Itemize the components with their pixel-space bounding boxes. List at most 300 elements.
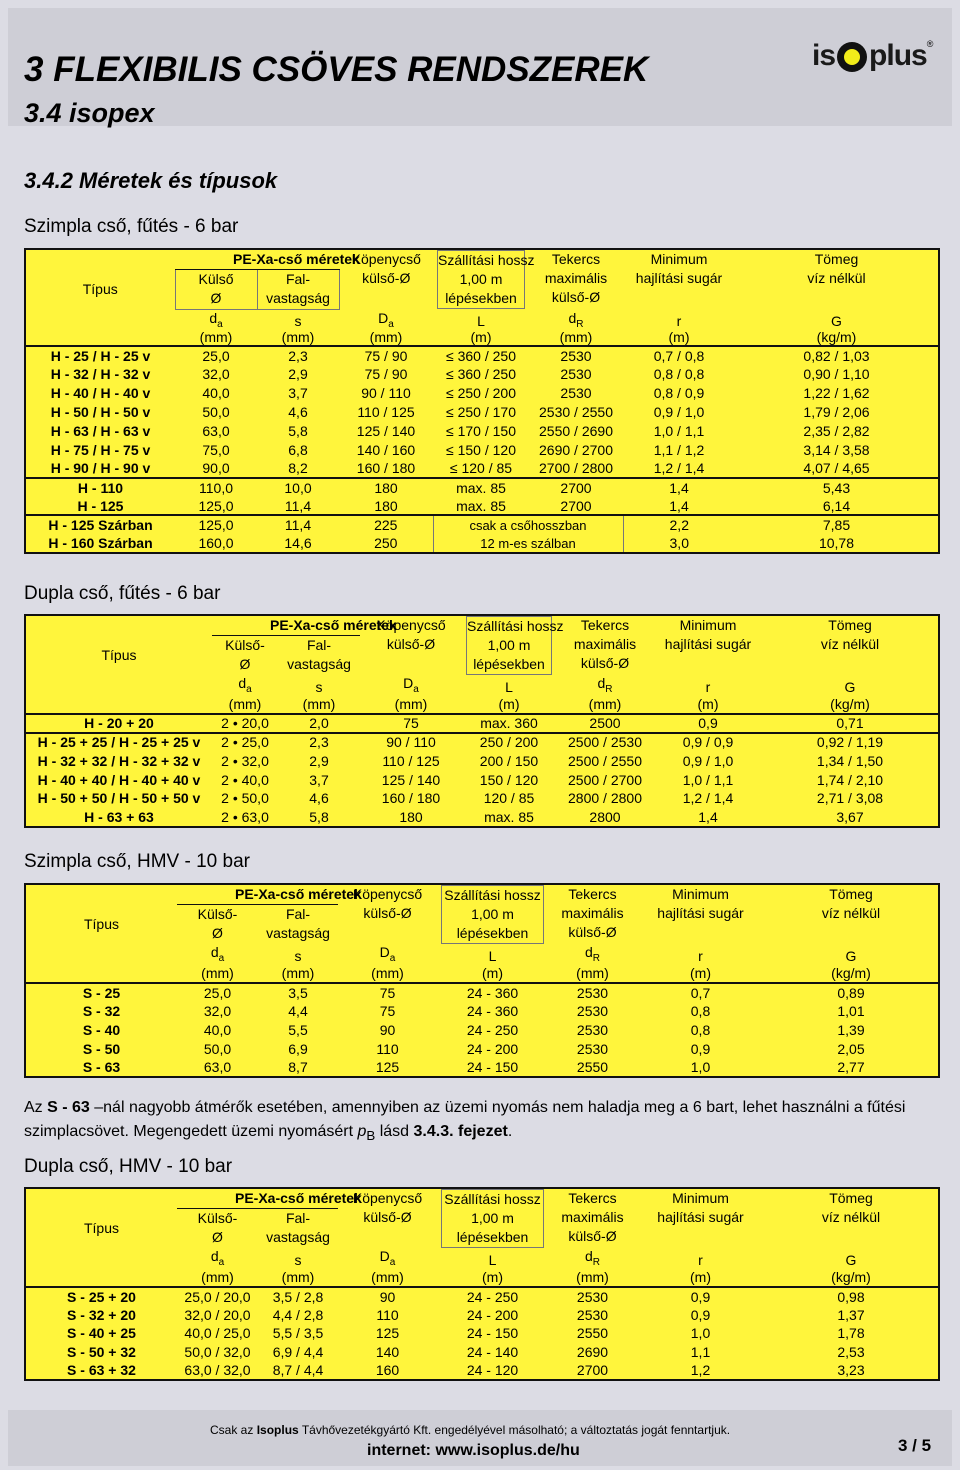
cell: 0,9 [690, 1040, 711, 1057]
unit-6: (kg/m) [831, 1268, 871, 1285]
symbol-main: d [584, 1248, 593, 1264]
isoplus-ring-icon [837, 42, 867, 72]
cell: 25,0 / 20,0 [177, 1287, 258, 1306]
cell: 24 - 120 [466, 1361, 519, 1378]
cell: 2,53 [837, 1343, 865, 1360]
col-label-line: maximális [561, 905, 624, 921]
cell: 140 [375, 1343, 400, 1360]
cell: 6,14 [822, 497, 851, 514]
unit-6: (kg/m) [831, 964, 871, 981]
cell: 2500 / 2550 [568, 752, 642, 769]
symbol-sub: a [388, 318, 394, 330]
symbol-main: d [597, 675, 606, 691]
cell: 4,6 [288, 404, 308, 421]
symbol-sub: a [389, 952, 396, 964]
symbol-1 [257, 309, 339, 329]
col-label-line: lépésekben [466, 655, 552, 675]
col-label-line: Minimum [679, 617, 737, 633]
cell: 10,0 [257, 478, 339, 497]
col-label-line: Szállítási hossz [438, 252, 535, 268]
pe-xa-header: PE-Xa-cső méretek [177, 884, 338, 905]
col-label-line: hajlítási sugár [657, 905, 744, 921]
table-title-single-heating: Szimpla cső, fűtés - 6 bar [24, 216, 239, 237]
cell: ≤ 170 / 150 [446, 422, 516, 439]
symbol-main: D [379, 944, 390, 960]
cell: 0,9 / 1,0 [682, 752, 734, 769]
row-type: S - 50 + 32 [67, 1343, 136, 1360]
cell: 5,5 / 3,5 [272, 1325, 324, 1342]
symbol-5 [654, 675, 762, 695]
symbol-1 [278, 675, 360, 695]
cell: 6,9 [288, 1040, 308, 1057]
cell: 2 • 25,0 [212, 733, 278, 752]
row-type: H - 25 + 25 / H - 25 + 25 v [25, 733, 212, 752]
cell: 40,0 [203, 1021, 232, 1038]
cell: 3,67 [836, 808, 864, 825]
symbol-main: s [315, 678, 323, 695]
table-row [25, 1305, 939, 1324]
col-label-line: Fal- [285, 1210, 311, 1226]
unit-blank [25, 695, 212, 714]
cell: 2550 / 2690 [539, 422, 613, 439]
type-header: Típus [83, 915, 119, 932]
type-header: Típus [82, 281, 118, 298]
col-label-line: hajlítási sugár [657, 1209, 744, 1225]
cell: 2500 [556, 714, 654, 733]
table-row [25, 1361, 939, 1380]
note-bold-1: S - 63 [47, 1099, 90, 1116]
col-label-line: 1,00 m [466, 636, 552, 655]
col-label-line: Szállítási hossz [441, 885, 544, 905]
row-type: H - 63 / H - 63 v [50, 422, 151, 439]
col-label-line: 1,00 m [441, 1209, 544, 1228]
cell: 32,0 [202, 366, 230, 383]
cell: 63,0 / 32,0 [184, 1361, 251, 1378]
row-type: H - 75 / H - 75 v [50, 441, 151, 458]
cell: 1,22 / 1,62 [803, 385, 870, 402]
row-type: H - 125 [77, 497, 124, 514]
cell: max. 85 [433, 478, 529, 497]
cell: 25,0 [175, 346, 257, 365]
cell: 2800 / 2800 [568, 790, 642, 807]
table-title-single-hmv: Szimpla cső, HMV - 10 bar [24, 851, 250, 872]
footer-copy-1: Csak az [210, 1423, 257, 1437]
cell: 2,35 / 2,82 [803, 422, 870, 439]
cell: 24 - 250 [466, 1021, 519, 1038]
cell: 40,0 / 25,0 [184, 1325, 251, 1342]
row-type: H - 32 + 32 / H - 32 + 32 v [37, 752, 201, 769]
cell-merged: 12 m-es szálban [433, 534, 623, 553]
cell: 4,4 [288, 1002, 308, 1019]
symbol-main: G [845, 947, 857, 964]
unit-2: (mm) [371, 964, 404, 981]
cell: 63,0 [203, 1058, 232, 1075]
cell: 2500 / 2530 [556, 733, 654, 752]
cell: 160 / 180 [381, 790, 441, 807]
cell: 4,07 / 4,65 [803, 459, 870, 476]
col-label-5 [637, 884, 764, 944]
col-label-0 [177, 905, 258, 945]
cell: 1,2 / 1,4 [682, 790, 734, 807]
page-number: 3 / 5 [898, 1436, 932, 1455]
cell: 1,0 / 1,1 [653, 422, 705, 439]
cell: max. 360 [462, 714, 556, 733]
symbol-3 [437, 1248, 548, 1268]
row-type: H - 50 + 50 / H - 50 + 50 v [37, 790, 201, 807]
isoplus-logo [812, 34, 933, 78]
cell: 2530 [548, 1287, 637, 1306]
row-type: S - 63 + 32 [67, 1361, 136, 1378]
col-label-line: Tömeg [829, 1190, 873, 1206]
symbol-main: s [294, 313, 302, 330]
symbol-main: d [210, 944, 219, 960]
symbol-main: D [379, 1248, 390, 1264]
row-type: H - 40 + 40 / H - 40 + 40 v [37, 771, 201, 788]
row-type: H - 20 + 20 [25, 714, 212, 733]
section-title: 3.4.2 Méretek és típusok [24, 168, 278, 193]
row-type: H - 40 / H - 40 v [50, 385, 151, 402]
cell: 2550 [576, 1058, 609, 1075]
cell: 32,0 / 20,0 [184, 1306, 251, 1323]
col-label-line: Külső- [225, 637, 265, 653]
unit-0: (mm) [228, 695, 262, 712]
cell: 1,0 [690, 1325, 711, 1342]
unit-3: (m) [482, 964, 503, 981]
cell: 11,4 [284, 497, 312, 514]
cell: 50,0 [202, 404, 230, 421]
table-row [25, 478, 939, 497]
cell: 0,8 / 0,8 [653, 366, 705, 383]
cell: 125 [375, 1058, 400, 1075]
symbol-1 [258, 944, 338, 964]
cell: 1,2 [690, 1361, 711, 1378]
unit-blank [25, 1268, 177, 1287]
cell: 90,0 [202, 459, 230, 476]
cell: 2530 [560, 366, 592, 383]
col-label-3 [437, 884, 548, 944]
symbol-6 [762, 675, 939, 695]
col-label-0 [212, 636, 278, 676]
symbol-4 [548, 1248, 637, 1268]
table-row [25, 983, 939, 1002]
symbol-2 [360, 675, 462, 695]
cell: 4,6 [309, 790, 329, 807]
cell: 0,8 [690, 1021, 711, 1038]
cell: 2530 [576, 1040, 609, 1057]
cell: 8,7 [288, 1058, 308, 1075]
col-label-5 [654, 615, 762, 675]
cell: 2700 / 2800 [539, 459, 613, 476]
cell: 2,3 [278, 733, 360, 752]
cell: 0,90 / 1,10 [803, 366, 870, 383]
cell: 24 - 200 [466, 1040, 519, 1057]
cell: 110 / 125 [357, 404, 415, 421]
cell: 5,5 [288, 1021, 308, 1038]
cell: 75 [338, 983, 437, 1002]
table-single-hmv [24, 883, 940, 1078]
col-label-line: Külső- [197, 906, 238, 922]
cell: 1,0 [690, 1058, 711, 1075]
cell: 160 [375, 1361, 400, 1378]
symbol-main: d [238, 675, 247, 691]
cell: 2,9 [309, 752, 329, 769]
col-label-line: Ø [212, 1229, 223, 1245]
note-p-sub: B [366, 1128, 376, 1144]
symbol-4 [529, 309, 623, 329]
symbol-main: L [488, 947, 497, 964]
col-label-line: lépésekben [437, 289, 525, 309]
cell: 24 - 150 [466, 1325, 519, 1342]
cell: 3,7 [288, 385, 308, 402]
cell: 4,4 / 2,8 [272, 1306, 324, 1323]
symbol-sub: a [389, 1256, 396, 1268]
symbol-main: s [294, 947, 302, 964]
col-label-line: Minimum [650, 251, 708, 267]
cell: 1,1 / 1,2 [653, 441, 705, 458]
symbol-5 [637, 944, 764, 964]
cell: 2 • 40,0 [221, 771, 269, 788]
cell: 2,71 / 3,08 [816, 790, 884, 807]
cell: 2,3 [257, 346, 339, 365]
cell: ≤ 120 / 85 [449, 459, 513, 476]
cell: 2 • 32,0 [221, 752, 269, 769]
cell: 75 / 90 [339, 346, 433, 365]
cell: 14,6 [284, 535, 312, 552]
cell: 2 • 50,0 [221, 790, 269, 807]
note-chapter-ref: 3.4.3. fejezet [413, 1123, 508, 1140]
col-label-line: 1,00 m [441, 905, 544, 924]
cell: 3,5 [258, 983, 338, 1002]
col-label-line: lépésekben [441, 924, 544, 944]
cell: 1,2 / 1,4 [653, 459, 705, 476]
table-row [25, 384, 939, 403]
header-row [25, 249, 939, 270]
symbol-sub: a [246, 683, 252, 695]
cell: 0,8 [690, 1002, 711, 1019]
symbol-main: r [676, 313, 682, 330]
cell: 24 - 360 [466, 1002, 519, 1019]
col-label-6 [762, 615, 939, 675]
cell: 2530 [560, 385, 592, 402]
cell: 8,2 [288, 459, 308, 476]
cell: 3,7 [309, 771, 329, 788]
unit-5: (m) [690, 1268, 711, 1285]
table-row [25, 421, 939, 440]
symbol-main: D [378, 309, 389, 326]
col-label-0 [177, 1209, 258, 1249]
unit-2: (mm) [369, 329, 403, 346]
cell: 1,34 / 1,50 [816, 752, 884, 769]
logo-registered-mark: ® [926, 39, 934, 49]
symbol-main: d [584, 944, 593, 960]
cell: 110 [376, 1306, 399, 1323]
cell: 125 / 140 [356, 422, 416, 439]
row-type: H - 160 Szárban [48, 535, 153, 552]
symbol-main: d [210, 1248, 219, 1264]
note-text-2: –nál nagyobb átmérők esetében, amennyiben az üzemi nyomás nem haladja meg a 6 bart, lehet használni a fűtési szimplacsövet. Megengedett üzemi nyomásért [24, 1099, 906, 1140]
cell: ≤ 150 / 120 [446, 441, 516, 458]
col-label-3 [462, 615, 564, 675]
cell: 3,0 [669, 535, 689, 552]
unit-0: (mm) [199, 329, 233, 346]
cell: 2,0 [278, 714, 360, 733]
footer-copy-2: Távhővezetékgyártó Kft. engedélyével másolható; a változtatás jogát fenntartjuk. [298, 1423, 731, 1437]
col-label-1 [278, 636, 360, 676]
col-label-line: Fal- [306, 637, 332, 653]
table-row [25, 1002, 939, 1021]
logo-text-plus: plus [869, 39, 927, 72]
col-label-line: Tekercs [580, 617, 630, 633]
cell: max. 85 [456, 497, 506, 514]
table-row [25, 1058, 939, 1077]
cell: 63,0 [202, 422, 230, 439]
col-label-line: külső-Ø [551, 289, 601, 305]
cell: 225 [339, 515, 433, 534]
col-label-line: külső-Ø [363, 905, 412, 921]
cell: 1,74 / 2,10 [816, 771, 884, 788]
cell: 1,4 [623, 478, 735, 497]
cell: 0,7 / 0,8 [623, 346, 735, 365]
table-row [25, 808, 939, 827]
col-label-1 [258, 905, 338, 945]
unit-4: (mm) [576, 1268, 609, 1285]
cell: 125 [375, 1325, 400, 1342]
chapter-title: 3 FLEXIBILIS CSÖVES RENDSZEREK [24, 50, 649, 89]
row-type: S - 32 + 20 [67, 1306, 136, 1323]
cell-merged: csak a csőhosszban [433, 515, 623, 534]
cell: 2690 [576, 1343, 609, 1360]
table-double-hmv [24, 1187, 940, 1381]
col-label-1 [258, 1209, 338, 1249]
cell: 90 [338, 1287, 437, 1306]
pe-xa-header: PE-Xa-cső méretek [212, 615, 360, 636]
cell: 32,0 [203, 1002, 232, 1019]
cell: 160 / 180 [356, 459, 416, 476]
cell: 0,9 [637, 1287, 764, 1306]
row-type: S - 32 [82, 1002, 121, 1019]
symbol-main: r [698, 1251, 703, 1268]
col-label-4 [556, 615, 654, 675]
col-label-line: Minimum [672, 1190, 729, 1206]
cell: 0,92 / 1,19 [762, 733, 939, 752]
col-label-line: víz nélkül [807, 270, 866, 286]
row-type: H - 63 + 63 [84, 808, 154, 825]
footer-copy-brand: Isoplus [256, 1423, 299, 1437]
unit-1: (mm) [302, 695, 336, 712]
cell: 2530 [576, 1306, 609, 1323]
cell: 2700 [560, 497, 592, 514]
col-label-line: Tömeg [829, 886, 873, 902]
unit-5: (m) [668, 329, 690, 346]
col-label-line: víz nélkül [821, 905, 881, 921]
table-title-double-hmv: Dupla cső, HMV - 10 bar [24, 1156, 233, 1177]
symbol-sub: a [218, 952, 225, 964]
cell: ≤ 250 / 170 [446, 404, 516, 421]
table-title-double-heating: Dupla cső, fűtés - 6 bar [24, 583, 221, 604]
unit-row [25, 964, 939, 983]
row-type: H - 32 / H - 32 v [50, 366, 151, 383]
unit-0: (mm) [201, 1268, 234, 1285]
col-label-4 [529, 249, 623, 309]
cell: 180 [339, 478, 433, 497]
cell: 10,78 [818, 535, 855, 552]
col-label-3 [437, 1188, 548, 1248]
table-row [25, 459, 939, 478]
cell: 2 • 63,0 [221, 808, 269, 825]
col-label-line: Tekercs [551, 251, 601, 267]
symbol-main: L [477, 313, 485, 330]
cell: 0,71 [762, 714, 939, 733]
cell: 180 [399, 808, 423, 825]
unit-4: (mm) [559, 329, 593, 346]
pe-xa-header: PE-Xa-cső méretek [175, 249, 339, 270]
col-label-6 [764, 1188, 939, 1248]
cell: 2,9 [288, 366, 308, 383]
symbol-main: s [294, 1251, 302, 1268]
cell: 24 - 140 [466, 1343, 519, 1360]
unit-3: (m) [498, 695, 520, 712]
table-row [25, 1343, 939, 1362]
cell: 1,0 / 1,1 [682, 771, 734, 788]
cell: 0,9 / 0,9 [654, 733, 762, 752]
cell: 3,5 / 2,8 [258, 1287, 338, 1306]
col-label-5 [623, 249, 735, 309]
col-label-line: Köpenycső [351, 251, 421, 267]
cell: 0,7 [637, 983, 764, 1002]
cell: 75 / 90 [364, 366, 408, 383]
unit-0: (mm) [201, 964, 234, 981]
type-header: Típus [101, 646, 137, 663]
cell: 5,43 [735, 478, 939, 497]
note-p-symbol: p [357, 1123, 367, 1140]
col-label-line: lépésekben [441, 1228, 544, 1248]
cell: 24 - 360 [437, 983, 548, 1002]
cell: 6,9 / 4,4 [272, 1343, 324, 1360]
col-label-line: Ø [239, 656, 251, 672]
unit-blank [25, 964, 177, 983]
row-type: H - 125 Szárban [25, 515, 175, 534]
col-label-line: maximális [573, 636, 637, 652]
cell: 120 / 85 [483, 790, 535, 807]
row-type: S - 25 + 20 [25, 1287, 177, 1306]
cell: 1,78 [837, 1325, 865, 1342]
cell: 0,82 / 1,03 [735, 346, 939, 365]
cell: 3,14 / 3,58 [803, 441, 870, 458]
cell: 1,39 [837, 1021, 865, 1038]
cell: 0,9 [690, 1306, 711, 1323]
cell: 2 • 20,0 [212, 714, 278, 733]
footer-website: internet: www.isoplus.de/hu [367, 1442, 580, 1459]
cell: 125,0 [175, 515, 257, 534]
unit-1: (mm) [281, 1268, 315, 1285]
symbol-5 [623, 309, 735, 329]
symbol-main: L [505, 678, 513, 695]
col-label-line: hajlítási sugár [664, 636, 752, 652]
col-label-line: Ø [212, 925, 223, 941]
unit-6: (kg/m) [816, 329, 857, 346]
col-label-6 [735, 249, 939, 309]
symbol-main: G [845, 1251, 857, 1268]
cell: max. 85 [484, 808, 534, 825]
cell: ≤ 360 / 250 [433, 346, 529, 365]
table-row [25, 1324, 939, 1343]
col-label-line: Szállítási hossz [467, 618, 564, 634]
cell: 125,0 [198, 497, 234, 514]
cell: 2,05 [837, 1040, 865, 1057]
symbol-main: G [844, 678, 856, 695]
col-label-line: vastagság [266, 1229, 330, 1245]
cell: 0,8 / 0,9 [653, 385, 705, 402]
